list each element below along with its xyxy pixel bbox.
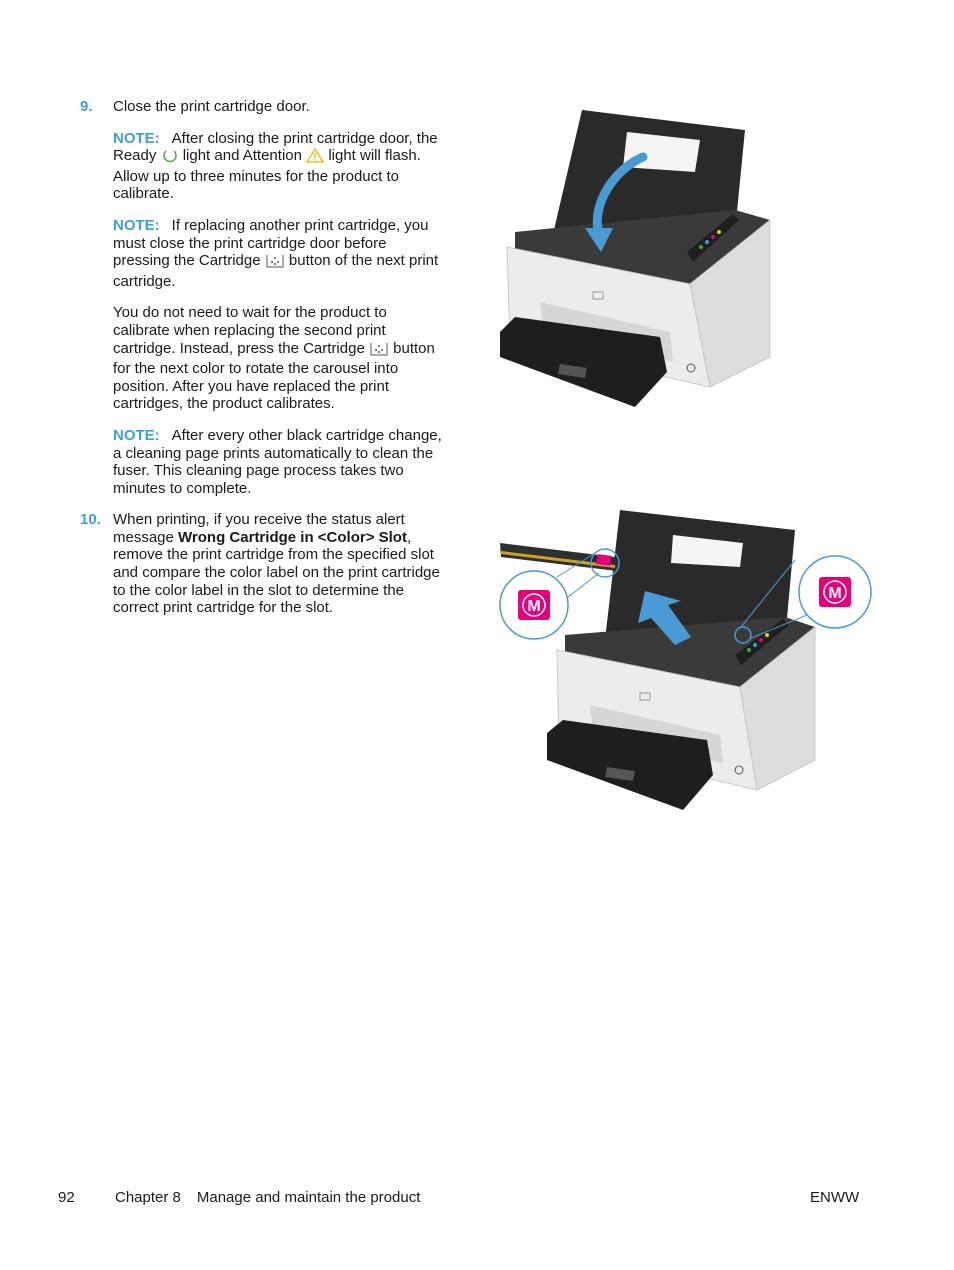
cartridge-color-label <box>596 554 611 566</box>
chapter-title: Manage and maintain the product <box>196 1189 421 1206</box>
printer-close-door-illustration <box>495 102 775 410</box>
note-close-door: NOTE: If replacing another print cartridge, you must close the print cartridge door before pressing the Cartridge button of the next print cartridge. <box>113 216 439 290</box>
step-9 <box>80 98 445 116</box>
right-magenta-callout <box>799 556 871 628</box>
callout-letter: M <box>527 598 541 615</box>
ready-light-icon <box>161 148 179 168</box>
step-number: 9. <box>80 98 93 115</box>
note-calibrate: NOTE: After closing the print cartridge door, the Ready light and Attention light will flash. Allow up to three minutes for the product to calibrate. <box>113 129 438 203</box>
attention-light-icon <box>306 148 324 168</box>
cartridge-button-icon <box>369 340 389 361</box>
instructions-column <box>80 98 445 617</box>
left-magenta-callout <box>500 571 568 639</box>
step-10: 10. When printing, if you receive the status alert message Wrong Cartridge in <Color> Slot, remove the print cartridge from the specified slot and compare the color label on the print cartridge to the color label in the slot to determine the correct print cartridge for the slot. <box>80 511 440 617</box>
step-number: 10. <box>80 511 101 529</box>
note-label: NOTE: <box>113 129 160 147</box>
page-number: 92 <box>58 1189 75 1206</box>
callout-letter: M <box>828 585 842 602</box>
alert-message: Wrong Cartridge in <Color> Slot <box>178 528 407 546</box>
second-cartridge-paragraph: You do not need to wait for the product to calibrate when replacing the second print cartridge. Instead, press the Cartridge button for the next color to rotate the carousel into position. After you have replaced the print cartridges, the product calibrates. <box>113 304 435 413</box>
printer-wrong-cartridge-illustration <box>495 505 875 815</box>
cartridge-button-icon <box>265 252 285 273</box>
chapter-number: Chapter 8 <box>115 1189 181 1206</box>
step-text: Close the print cartridge door. <box>113 98 310 115</box>
note-cleaning-page: NOTE: After every other black cartridge change, a cleaning page prints automatically to clean the fuser. This cleaning page process takes two minutes to complete. <box>113 426 442 497</box>
footer-right-label: ENWW <box>810 1189 860 1206</box>
note-label: NOTE: <box>113 216 160 234</box>
chapter-heading <box>115 1189 420 1206</box>
note-label: NOTE: <box>113 426 160 444</box>
